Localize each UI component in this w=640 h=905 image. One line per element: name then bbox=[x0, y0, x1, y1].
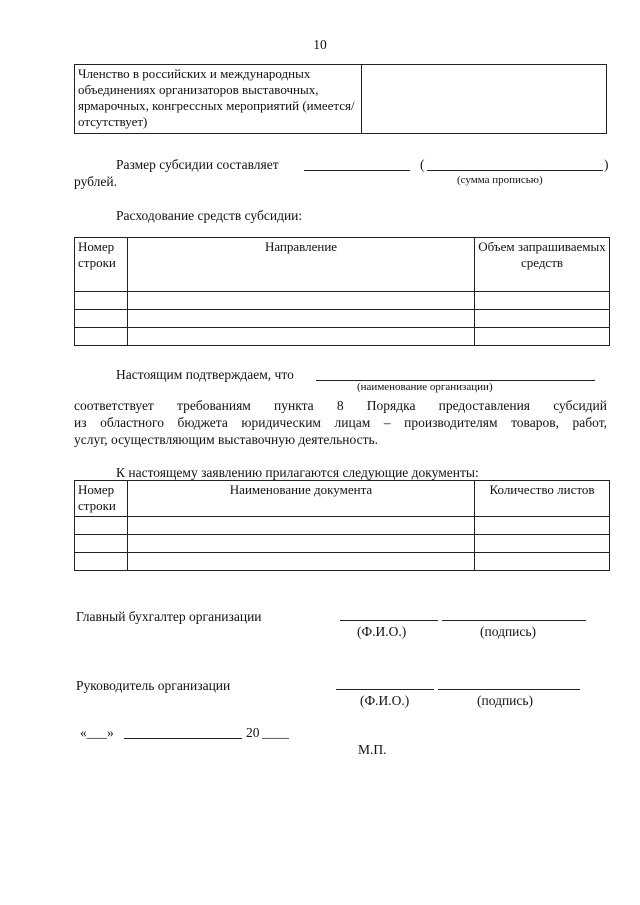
confirm-line-2: из областного бюджета юридическим лицам – производителям товаров, работ, bbox=[74, 415, 607, 430]
documents-cell[interactable] bbox=[475, 535, 610, 553]
date-day: «___» bbox=[80, 725, 114, 740]
documents-cell[interactable] bbox=[75, 553, 128, 571]
documents-cell[interactable] bbox=[75, 517, 128, 535]
documents-cell[interactable] bbox=[475, 517, 610, 535]
documents-cell[interactable] bbox=[75, 535, 128, 553]
membership-label: Членство в российских и международных объединениях организаторов выставочных, ярмарочных, конгрессных мероприятий (имеется/отсутствует) bbox=[75, 65, 362, 134]
spending-cell[interactable] bbox=[475, 328, 610, 346]
date-year-blank[interactable]: ____ bbox=[262, 725, 289, 740]
documents-cell[interactable] bbox=[128, 535, 475, 553]
accountant-fio-caption: (Ф.И.О.) bbox=[357, 624, 407, 639]
subsidy-rubles: рублей. bbox=[74, 174, 118, 189]
accountant-label: Главный бухгалтер организации bbox=[76, 609, 262, 624]
confirm-text: Настоящим подтверждаем, что bbox=[116, 367, 294, 382]
spending-header-number: Номер строки bbox=[75, 238, 128, 292]
date-month-line[interactable] bbox=[124, 738, 242, 739]
subsidy-words-line[interactable] bbox=[427, 170, 603, 171]
subsidy-open-paren: ( bbox=[420, 157, 425, 172]
documents-cell[interactable] bbox=[128, 517, 475, 535]
spending-cell[interactable] bbox=[128, 310, 475, 328]
spending-header-direction: Направление bbox=[128, 238, 475, 292]
spending-cell[interactable] bbox=[128, 292, 475, 310]
spending-cell[interactable] bbox=[75, 292, 128, 310]
documents-cell[interactable] bbox=[128, 553, 475, 571]
spending-cell[interactable] bbox=[75, 310, 128, 328]
subsidy-caption: (сумма прописью) bbox=[457, 174, 543, 186]
organization-caption: (наименование организации) bbox=[357, 381, 493, 393]
spending-cell[interactable] bbox=[128, 328, 475, 346]
documents-table bbox=[74, 480, 610, 571]
spending-cell[interactable] bbox=[75, 328, 128, 346]
confirm-line-1: соответствует требованиям пункта 8 Порядка предоставления субсидий bbox=[74, 398, 607, 413]
documents-header-name: Наименование документа bbox=[128, 481, 475, 517]
confirm-line-3: услуг, осуществляющим выставочную деятельность. bbox=[74, 432, 379, 447]
subsidy-text: Размер субсидии составляет bbox=[116, 157, 279, 172]
director-fio-caption: (Ф.И.О.) bbox=[360, 693, 410, 708]
documents-cell[interactable] bbox=[475, 553, 610, 571]
spending-cell[interactable] bbox=[475, 292, 610, 310]
documents-title: К настоящему заявлению прилагаются следующие документы: bbox=[116, 465, 479, 480]
spending-header-amount: Объем запрашиваемых средств bbox=[475, 238, 610, 292]
stamp-label: М.П. bbox=[358, 742, 387, 757]
documents-header-pages: Количество листов bbox=[475, 481, 610, 517]
director-fio-line[interactable] bbox=[336, 689, 434, 690]
spending-title: Расходование средств субсидии: bbox=[116, 208, 303, 223]
accountant-signature-caption: (подпись) bbox=[480, 624, 537, 639]
membership-value-cell[interactable] bbox=[362, 65, 607, 134]
spending-table bbox=[74, 237, 610, 346]
date-year-prefix: 20 bbox=[246, 725, 260, 740]
subsidy-close-paren: ) bbox=[604, 157, 609, 172]
membership-table bbox=[74, 64, 607, 134]
accountant-signature-line[interactable] bbox=[442, 620, 586, 621]
documents-header-number: Номер строки bbox=[75, 481, 128, 517]
director-signature-line[interactable] bbox=[438, 689, 580, 690]
spending-cell[interactable] bbox=[475, 310, 610, 328]
page-number: 10 bbox=[313, 37, 327, 52]
director-signature-caption: (подпись) bbox=[477, 693, 534, 708]
accountant-fio-line[interactable] bbox=[340, 620, 438, 621]
director-label: Руководитель организации bbox=[76, 678, 231, 693]
subsidy-amount-line[interactable] bbox=[304, 170, 410, 171]
